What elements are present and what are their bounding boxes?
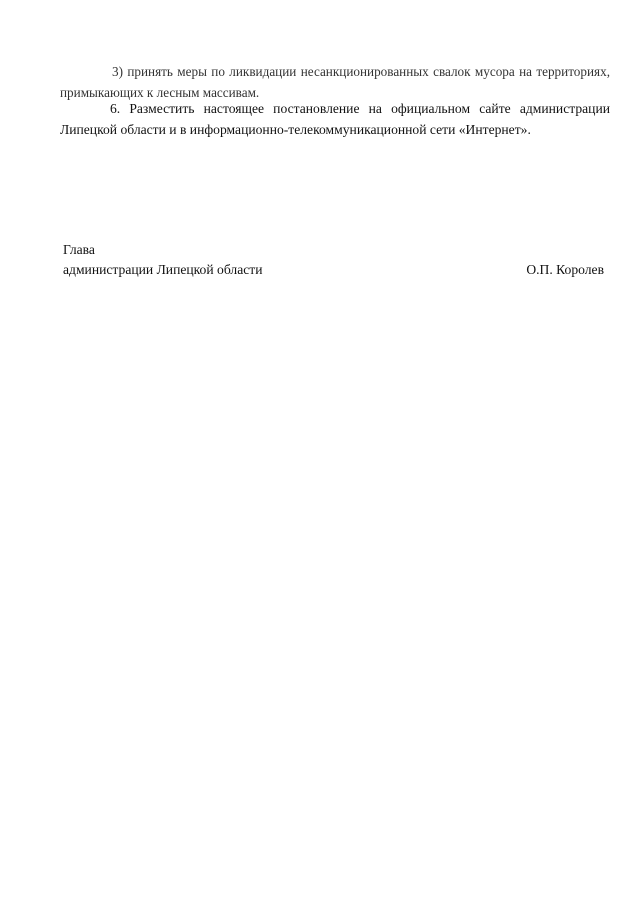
paragraph-item-3: 3) принять меры по ликвидации несанкционированных свалок мусора на территориях, примыкающих к лесным массивам. [60, 64, 610, 100]
paragraph-item-6: 6. Разместить настоящее постановление на официальном сайте администрации Липецкой области и в информационно-телекоммуникационной сети «Интернет». [60, 101, 610, 137]
signature-name: О.П. Королев [526, 262, 604, 277]
signature-organization: администрации Липецкой области [63, 262, 263, 277]
signature-title: Глава [63, 242, 95, 257]
